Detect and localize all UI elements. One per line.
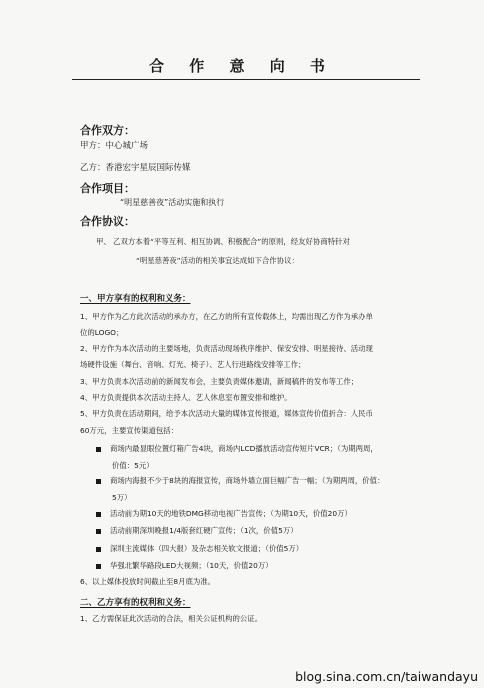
party-b: 乙方：香港宏宇星辰国际传媒 <box>80 163 191 173</box>
agreement-line-1: 甲、 乙双方本着“平等互利、相互协调、积极配合”的原则，经友好协商特针对 <box>96 237 350 246</box>
bullet-icon <box>96 447 101 452</box>
document-title: 合 作 意 向 书 <box>149 57 335 75</box>
section-1-line: 1、甲方作为乙方此次活动的承办方，在乙方的所有宣传载体上，均需出现乙方作为承办单 <box>80 312 373 321</box>
party-a: 甲方：中心城广场 <box>80 141 149 151</box>
bullet-item-continued: 5万） <box>112 493 132 502</box>
bullet-icon <box>96 547 101 552</box>
section-1-line: 2、甲方作为本次活动的主要场地，负责活动现场秩序维护、保安安排、明星接待、活动现 <box>80 344 373 353</box>
section-1-line: 60万元，主要宣传渠道包括： <box>80 426 179 435</box>
bullet-item: 活动前期深圳晚报1/4版套红硬广宣传；（1次，价值5万） <box>110 526 298 535</box>
section-1-line: 3、甲方负责本次活动前的新闻发布会，主要负责媒体邀请，新闻稿件的发布等工作； <box>80 377 359 386</box>
project-name: “明星慈善夜”活动实施和执行 <box>120 198 225 207</box>
section-2-line: 1、乙方需保证此次活动的合法，相关公证机构的公证。 <box>80 614 263 623</box>
section-1-closing: 6、以上媒体投放时间截止至8月底为准。 <box>80 577 216 586</box>
title-underline <box>72 79 420 80</box>
bullet-item: 商场内海报不少于8块的海报宣传，商场外墙立面巨幅广告一幅；（为期两周，价值： <box>110 476 385 485</box>
agreement-line-2: “明星慈善夜”活动的相关事宜达成如下合作协议： <box>136 256 299 265</box>
section-1-line: 5、甲方负责在活动期间，给予本次活动大量的媒体宣传报道，媒体宣传价值折合：人民币 <box>80 409 373 418</box>
section-1-line: 4、甲方负责提供本次活动主持人、艺人休息室布置安排和维护。 <box>80 393 292 402</box>
bullet-item: 活动前为期10天的地铁DMG移动电视广告宣传；（为期10天，价值20万） <box>110 509 352 518</box>
bullet-item-continued: 价值：5元） <box>112 461 154 470</box>
bullet-item: 深圳主流媒体（四大报）及杂志相关软文报道；（价值5万） <box>110 544 304 553</box>
bullet-icon <box>96 512 101 517</box>
project-heading: 合作项目： <box>80 182 135 195</box>
section-1-line: 场硬件设施（舞台、音响、灯光、椅子）、艺人行进路线安排等工作； <box>80 360 306 369</box>
parties-heading: 合作双方： <box>80 124 135 137</box>
bullet-item: 商场内最显眼位置灯箱广告4块，商场内LCD播放活动宣传短片VCR；（为期两周， <box>110 444 378 453</box>
bullet-icon <box>96 479 101 484</box>
agreement-heading: 合作协议： <box>80 215 135 228</box>
bullet-item: 华强北繁华路段LED大视频；（10天，价值20万） <box>110 561 273 570</box>
section-1-line: 位的LOGO； <box>80 328 124 337</box>
section-1-heading: 一、甲方享有的权利和义务： <box>80 294 191 304</box>
bullet-icon <box>96 529 101 534</box>
bullet-icon <box>96 564 101 569</box>
section-2-heading: 二、乙方享有的权利和义务： <box>80 598 191 608</box>
watermark-text: blog.sina.com.cn/taiwandayu <box>295 669 478 684</box>
